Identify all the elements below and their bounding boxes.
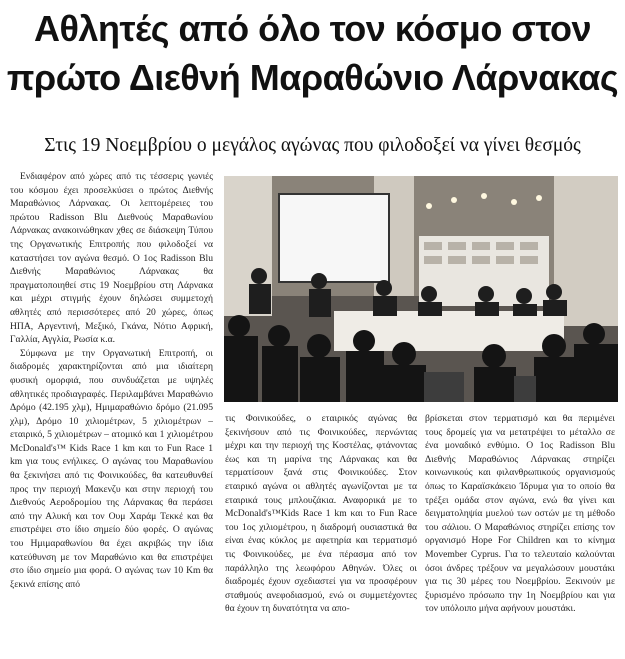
column3-paragraph-1: βρίσκεται στον τερματισμό και θα περιμένει τους δρομείς για να μετατρέψει το μέταλλο σε ένα μοναδικό ενθύμιο. Ο 1ος Radisson Blu Διεθνής Μαραθώνιος Λάρνακας στηρίζει κοινωνικούς και φιλανθρωπικούς οργανισμούς όπως το Καραϊσκάκειο Ίδρυμα για το οποίο θα τρέξει ομάδα στον αγώνα, ενώ θα γίνει και δειγματοληψία μυελού των οστών με τη μέθοδο του σάλιου. Ο Μαραθώνιος στηρίζει επίσης τον οργανισμό Hope For Children και το κίνημα Movember Cyprus. Για το τελευταίο καλούνται όσοι άνδρες τρέξουν να μεγαλώσουν μουστάκι για τις 30 μέρες του Νοεμβρίου. Ξεκινούν με ξυρισμένο πρόσωπο την 1η Νοεμβρίου και για τον υπόλοιπο μήνα αφήνουν μουστάκι. bbox=[425, 413, 615, 615]
headline-line-1: Αθλητές από όλο τον κόσμο στον bbox=[33, 8, 592, 49]
column1-paragraph-1: Ενδιαφέρον από χώρες από τις τέσσερις γωνιές του κόσμου έχει προσελκύσει ο πρώτος Διεθνής Μαραθώνιος Λάρνακας. Οι λεπτομέρειες του πρώτου Radisson Blu Διεθνούς Μαραθωνίου Λάρνακας ανακοινώθηκαν χθες σε διάσκεψη Τύπου της Οργανωτικής Επιτροπής που φιλοδοξεί να καταστήσει τον αγώνα θεσμό. Ο 1ος Radisson Blu Διεθνής Μαραθώνιος Λάρνακας θα πραγματοποιηθεί στις 19 Νοεμβρίου στη Λάρνακα και μέχρι στιγμής έχουν δηλώσει συμμετοχή αθλητές από περισσότερες από 20 χώρες, όπως ΗΠΑ, Αργεντινή, Μεξικό, Γκάνα, Νότιο Αφρική, Γαλλία, Αγγλία, Ρωσία κ.α. bbox=[10, 171, 213, 346]
subheadline: Στις 19 Νοεμβρίου ο μεγάλος αγώνας που φιλοδοξεί να γίνει θεσμός bbox=[44, 135, 581, 156]
column1-paragraph-2: Σύμφωνα με την Οργανωτική Επιτροπή, οι διαδρομές χαρακτηρίζονται από μια ιδιαίτερη φυσική ομορφιά, που συνδυάζεται με υψηλές αθλητικές προδιαγραφές. Περιλαμβάνει Μαραθώνιο Δρόμο (42.195 χλμ), Ημιμαραθώνιο δρόμο (21.095 χλμ), Δρόμο 10 χιλιομέτρων, 5 χιλιομέτρων – εταιρικό, 5 χιλιομέτρων – ατομικό και 1 χιλιομέτρου McDonald's™ Kids Race 1 km και το Fun Race 1 km για τους ενήλικες. Ο αγώνας του Μαραθωνίου θα ξεκινήσει από τις Φοινικούδες, θα κατευθυνθεί προς την περιοχή Μακενζυ και στην περιοχή του Διεθνούς Αεροδρομίου της Λάρνακας θα περάσει από την Αλυκή και τον Ουμ Χαράμ Τεκκέ και θα επιστρέψει στο ίδιο σημείο δύο φορές. Ο αγώνας του Ημιμαραθωνίου θα έχει ακριβώς την ίδια κατεύθυνση με τον Μαραθώνιο και θα επιστρέψει στο ίδιο σημείο μια φορά. Ο αγώνας των 10 Km θα ξεκινά επίσης από bbox=[10, 347, 213, 590]
article-column-3 bbox=[425, 412, 615, 659]
press-conference-photo bbox=[224, 176, 618, 402]
headline bbox=[0, 4, 625, 102]
projection-screen bbox=[279, 194, 389, 282]
article-column-2 bbox=[225, 412, 417, 659]
headline-line-2: πρώτο Διεθνή Μαραθώνιο Λάρνακας bbox=[6, 57, 619, 98]
article-column-1 bbox=[10, 170, 213, 659]
column2-paragraph-1: τις Φοινικούδες, ο εταιρικός αγώνας θα ξεκινήσουν από τις Φοινικούδες, περνώντας μέχρι και την περιοχή της Κοστέλας, φτάνοντας έως και τη μαρίνα της Λάρνακας και θα τερματίσουν ξανά στις Φοινικούδες. Στον εταιρικό αγώνα οι αθλητές αγωνίζονται με τα εταιρικά τους μπλουζάκια. Αναφορικά με το McDonald's™Kids Race 1 km και το Fun Race του 1ος χιλιομέτρου, η διαδρομή ουσιαστικά θα είναι ένας κύκλος με αφετηρία και τερματισμό τις Φοινικούδες, με ένα πέρασμα από τον παράλληλο της λεωφόρου Αθηνών. Όλες οι διαδρομές έχουν σχεδιαστεί για να προσφέρουν σταθμούς ανεφοδιασμού, ενώ οι συμμετέχοντες θα έχουν τη δυνατότητα να απο- bbox=[225, 413, 417, 615]
photo-illustration bbox=[224, 176, 618, 402]
